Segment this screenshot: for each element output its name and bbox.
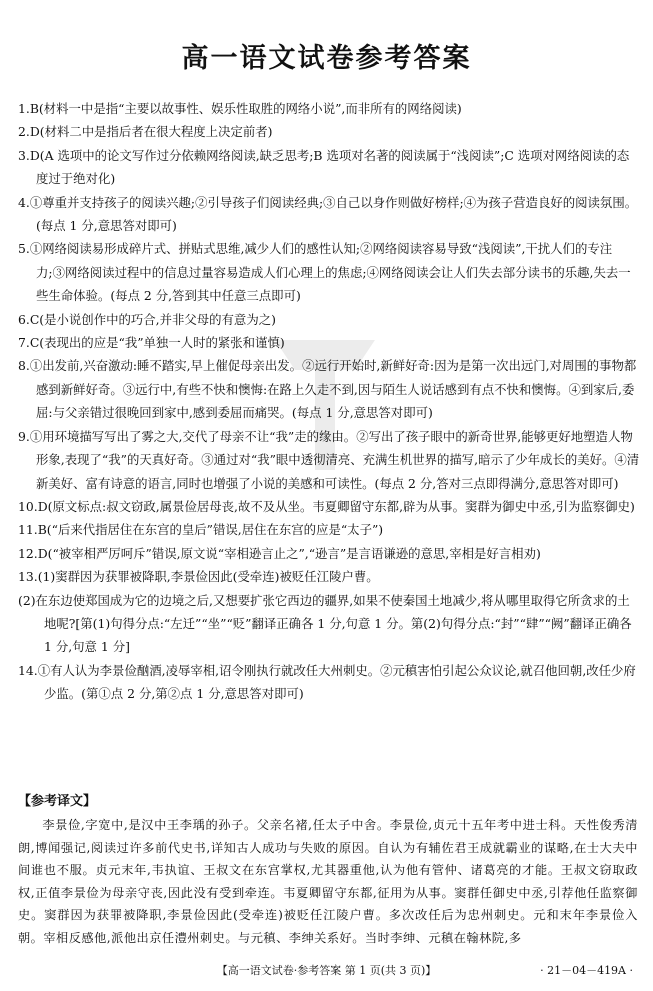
footer-page-label: 【高一语文试卷·参考答案 第 1 页(共 3 页)】 bbox=[216, 964, 437, 977]
answer-item-6: 6.C(是小说创作中的巧合,并非父母的有意为之) bbox=[18, 311, 276, 327]
answer-list bbox=[18, 97, 640, 706]
answer-item-13-part1: 13.(1)窦群因为获罪被降职,李景俭因此(受牵连)被贬任江陵户曹。 bbox=[18, 569, 379, 585]
answer-item-3: 3.D(A 选项中的论文写作过分依赖网络阅读,缺乏思考;B 选项对名著的阅读属于“浅阅读”;C 选项对网络阅读的态度过于绝对化) bbox=[18, 147, 630, 187]
answer-item-8: 8.①出发前,兴奋激动:睡不踏实,早上催促母亲出发。②远行开始时,新鲜好奇:因为是第一次出远门,对周围的事物都感到新鲜好奇。③远行中,有些不快和懊悔:在路上久走不到,因与陌生人说话感到有点不快和懊悔。④到家后,委屈:与父亲错过很晚回到家中,感到委屈而痛哭。(每点 1 分,意思答对即可) bbox=[18, 358, 637, 421]
answer-item-5: 5.①网络阅读易形成碎片式、拼贴式思维,减少人们的感性认知;②网络阅读容易导致“浅阅读”,干扰人们的专注力;③网络阅读过程中的信息过量容易造成人们心理上的焦虑;④网络阅读会让人们失去部分读书的乐趣,失去一些生命体验。(每点 2 分,答到其中任意三点即可) bbox=[18, 241, 631, 304]
page-title: 高一语文试卷参考答案 bbox=[181, 43, 472, 74]
answer-item-12: 12.D(“被宰相严厉呵斥”错误,原文说“宰相逊言止之”,“逊言”是言语谦逊的意思,宰相是好言相劝) bbox=[18, 545, 541, 561]
answer-item-10: 10.D(原文标点:叔文窃政,属景俭居母丧,故不及从坐。韦夏卿留守东都,辟为从事。窦群为御史中丞,引为监察御史) bbox=[18, 498, 635, 514]
translation-text: 李景俭,字宽中,是汉中王李瑀的孙子。父亲名褚,任太子中舍。李景俭,贞元十五年考中进士科。天性俊秀清朗,博闻强记,阅读过许多前代史书,详知古人成功与失败的原因。自认为有辅佐君王成就霸业的谋略,在士大夫中间谁也不服。贞元末年,韦执谊、王叔文在东宫掌权,尤其器重他,认为他有管仲、诸葛亮的才能。王叔文窃取政权,正值李景俭为母亲守丧,因此没有受到牵连。韦夏卿留守东都,征用为从事。窦群任御史中丞,引荐他任监察御史。窦群因为获罪被降职,李景俭因此(受牵连)被贬任江陵户曹。多次改任后为忠州刺史。元和末年李景俭入朝。宰相反感他,派他出京任澧州刺史。与元稹、李绅关系好。当时李绅、元稹在翰林院,多 bbox=[18, 818, 638, 945]
answer-item-9: 9.①用环境描写写出了雾之大,交代了母亲不让“我”走的缘由。②写出了孩子眼中的新奇世界,能够更好地塑造人物形象,表现了“我”的天真好奇。③通过对“我”眼中透彻清亮、充满生机世界的描写,暗示了少年成长的美好。④清新美好、富有诗意的语言,同时也增强了小说的美感和可读性。(每点 2 分,答对三点即得满分,意思答对即可) bbox=[18, 428, 640, 491]
answer-item-4: 4.①尊重并支持孩子的阅读兴趣;②引导孩子们阅读经典;③自己以身作则做好榜样;④为孩子营造良好的阅读氛围。(每点 1 分,意思答对即可) bbox=[18, 194, 638, 234]
answer-item-13-part2: (2)在东边使郑国成为它的边境之后,又想要扩张它西边的疆界,如果不使秦国土地减少,将从哪里取得它所贪求的土地呢?[第(1)句得分点:“左迁”“坐”“贬”翻译正确各 1 分,句意 1 分。第(2)句得分点:“封”“肆”“阙”翻译正确各 1 分,句意 1 分] bbox=[18, 592, 632, 655]
answer-item-14: 14.①有人认为李景俭酗酒,凌辱宰相,诏令刚执行就改任大州刺史。②元稹害怕引起公众议论,就召他回朝,改任少府少监。(第①点 2 分,第②点 1 分,意思答对即可) bbox=[18, 662, 636, 702]
footer-code: · 21－04－419A · bbox=[540, 964, 633, 977]
answer-item-2: 2.D(材料二中是指后者在很大程度上决定前者) bbox=[18, 124, 273, 140]
translation-heading: 【参考译文】 bbox=[18, 794, 97, 809]
answer-item-11: 11.B(“后来代指居住在东宫的皇后”错误,居住在东宫的应是“太子”) bbox=[18, 522, 384, 538]
answer-item-7: 7.C(表现出的应是“我”单独一人时的紧张和谨慎) bbox=[18, 335, 285, 351]
answer-item-1: 1.B(材料一中是指“主要以故事性、娱乐性取胜的网络小说”,而非所有的网络阅读) bbox=[18, 101, 462, 116]
page-footer bbox=[0, 962, 653, 978]
